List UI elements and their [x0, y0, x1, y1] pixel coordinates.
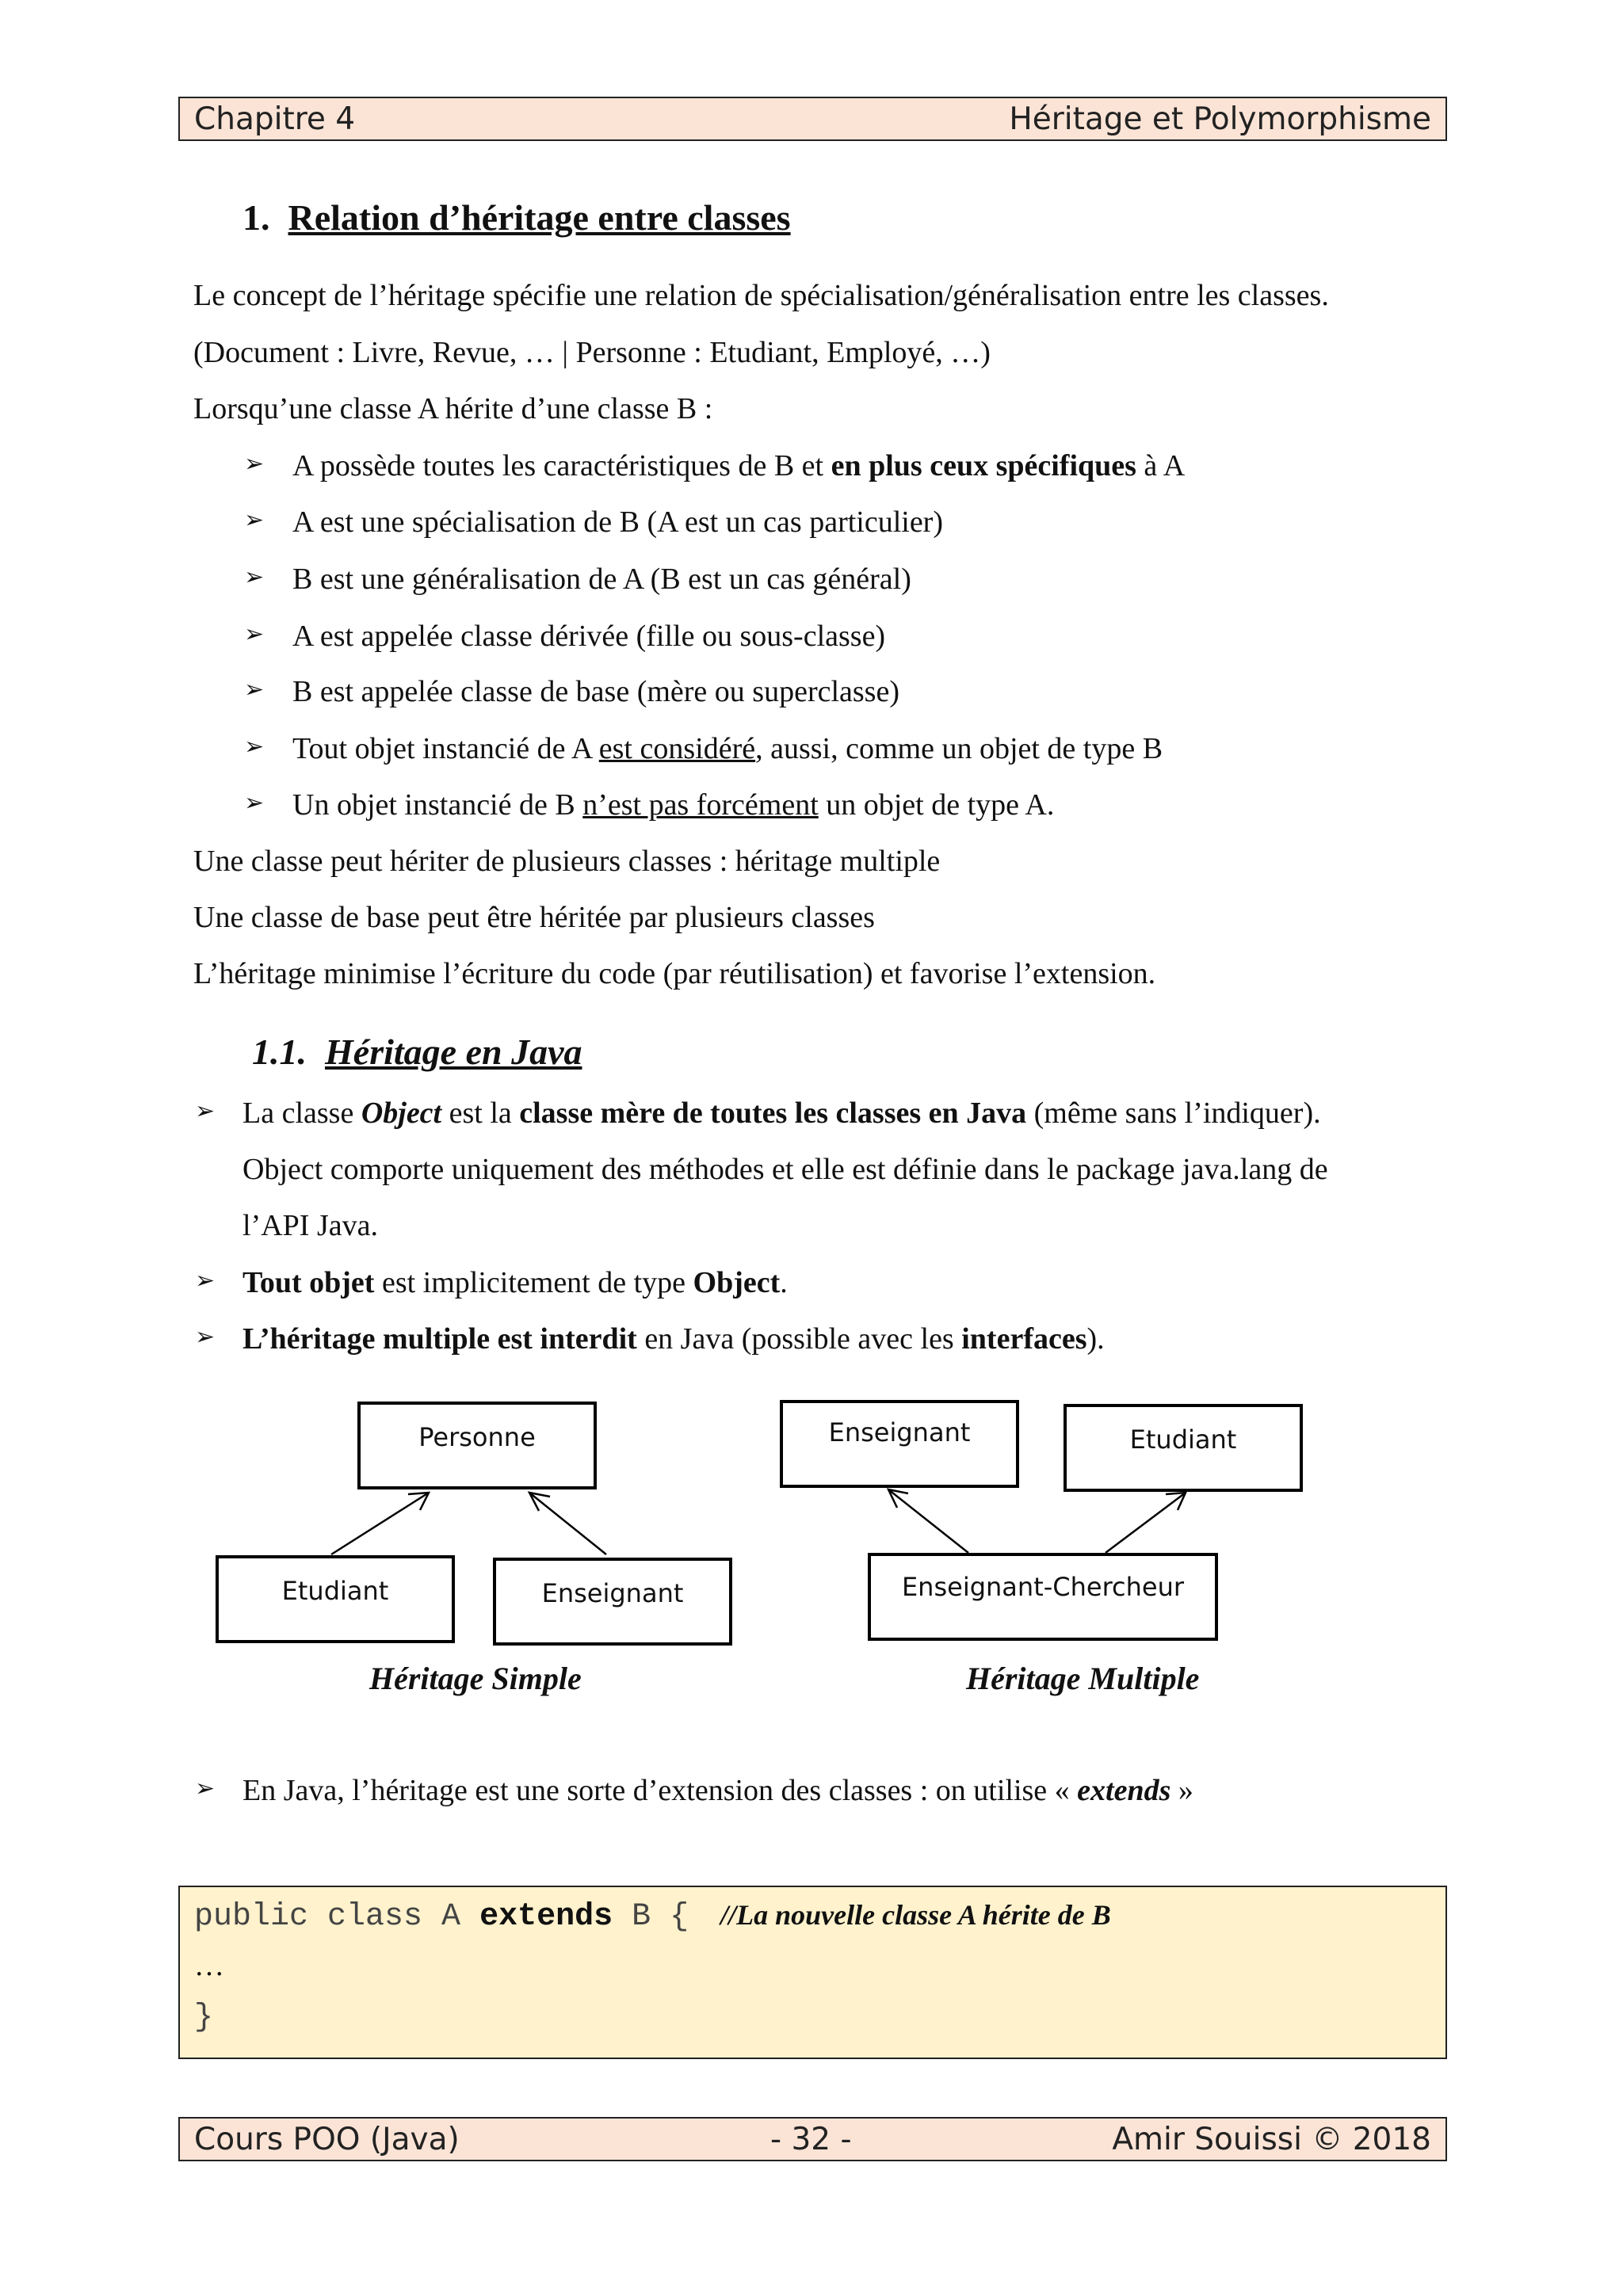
paragraph: L’héritage minimise l’écriture du code (par réutilisation) et favorise l’extension.	[193, 957, 1156, 990]
list-item: A est une spécialisation de B (A est un cas particulier)	[292, 505, 943, 539]
section-number: 1.	[242, 197, 270, 238]
chapter-title: Héritage et Polymorphisme	[1009, 101, 1431, 137]
uml-class-enseignant-chercheur: Enseignant-Chercheur	[868, 1553, 1218, 1641]
paragraph: (Document : Livre, Revue, … | Personne : Etudiant, Employé, …)	[193, 336, 991, 369]
list-item: B est une généralisation de A (B est un cas général)	[292, 563, 911, 596]
uml-class-etudiant: Etudiant	[216, 1555, 455, 1643]
list-item: Tout objet est implicitement de type Object.	[242, 1266, 788, 1299]
uml-class-personne: Personne	[357, 1402, 597, 1489]
arrowhead-bullet-icon: ➢	[244, 789, 265, 817]
uml-class-enseignant: Enseignant	[493, 1558, 732, 1646]
arrowhead-bullet-icon: ➢	[195, 1775, 216, 1802]
section-title: Relation d’héritage entre classes	[288, 197, 791, 238]
code-line-1: public class A extends B { //La nouvelle classe A hérite de B	[194, 1899, 1111, 1935]
page-number: - 32 -	[770, 2122, 852, 2157]
arrowhead-bullet-icon: ➢	[244, 676, 265, 704]
arrowhead-bullet-icon: ➢	[244, 563, 265, 591]
list-item: En Java, l’héritage est une sorte d’extension des classes : on utilise « extends »	[242, 1774, 1193, 1807]
list-item-continuation: Object comporte uniquement des méthodes et elle est définie dans le package java.lang de	[242, 1153, 1328, 1186]
uml-class-enseignant-parent: Enseignant	[780, 1400, 1019, 1488]
arrowhead-bullet-icon: ➢	[244, 450, 265, 478]
caption-heritage-multiple: Héritage Multiple	[966, 1661, 1200, 1696]
arrowhead-bullet-icon: ➢	[244, 733, 265, 761]
list-item: A est appelée classe dérivée (fille ou sous-classe)	[292, 620, 886, 653]
arrow-etudiant-to-personne	[331, 1493, 429, 1554]
caption-heritage-simple: Héritage Simple	[369, 1661, 582, 1696]
list-item-continuation: l’API Java.	[242, 1209, 378, 1242]
paragraph: Le concept de l’héritage spécifie une relation de spécialisation/généralisation entre les classes.	[193, 279, 1329, 312]
arrowhead-bullet-icon: ➢	[195, 1097, 216, 1125]
section-title: Héritage en Java	[325, 1032, 582, 1072]
arrowhead-bullet-icon: ➢	[195, 1323, 216, 1351]
code-block	[178, 1886, 1447, 2059]
list-item: Tout objet instancié de A est considéré, aussi, comme un objet de type B	[292, 732, 1163, 765]
list-item: L’héritage multiple est interdit en Java (possible avec les interfaces).	[242, 1322, 1105, 1356]
author-copyright: Amir Souissi © 2018	[1112, 2122, 1431, 2157]
paragraph: Une classe peut hériter de plusieurs classes : héritage multiple	[193, 845, 941, 878]
arrowhead-bullet-icon: ➢	[244, 506, 265, 534]
arrowhead-bullet-icon: ➢	[244, 620, 265, 648]
paragraph: Une classe de base peut être héritée par plusieurs classes	[193, 901, 875, 934]
list-item: A possède toutes les caractéristiques de B et en plus ceux spécifiques à A	[292, 449, 1186, 482]
list-item: B est appelée classe de base (mère ou superclasse)	[292, 675, 899, 708]
page-footer	[178, 2117, 1447, 2161]
uml-class-etudiant-parent: Etudiant	[1064, 1404, 1303, 1492]
chapter-label: Chapitre 4	[194, 101, 356, 137]
code-line-3: }	[194, 2000, 214, 2035]
code-line-2: …	[194, 1949, 224, 1982]
code-comment: //La nouvelle classe A hérite de B	[720, 1899, 1111, 1931]
arrow-chercheur-to-enseignant	[888, 1489, 968, 1553]
course-label: Cours POO (Java)	[194, 2122, 460, 2157]
paragraph: Lorsqu’une classe A hérite d’une classe B :	[193, 392, 713, 425]
section-number: 1.1.	[252, 1032, 307, 1072]
arrowhead-bullet-icon: ➢	[195, 1267, 216, 1295]
arrow-enseignant-to-personne	[529, 1493, 606, 1554]
arrow-chercheur-to-etudiant	[1106, 1493, 1186, 1553]
list-item: La classe Object est la classe mère de toutes les classes en Java (même sans l’indiquer).	[242, 1097, 1321, 1130]
list-item: Un objet instancié de B n’est pas forcément un objet de type A.	[292, 788, 1055, 822]
